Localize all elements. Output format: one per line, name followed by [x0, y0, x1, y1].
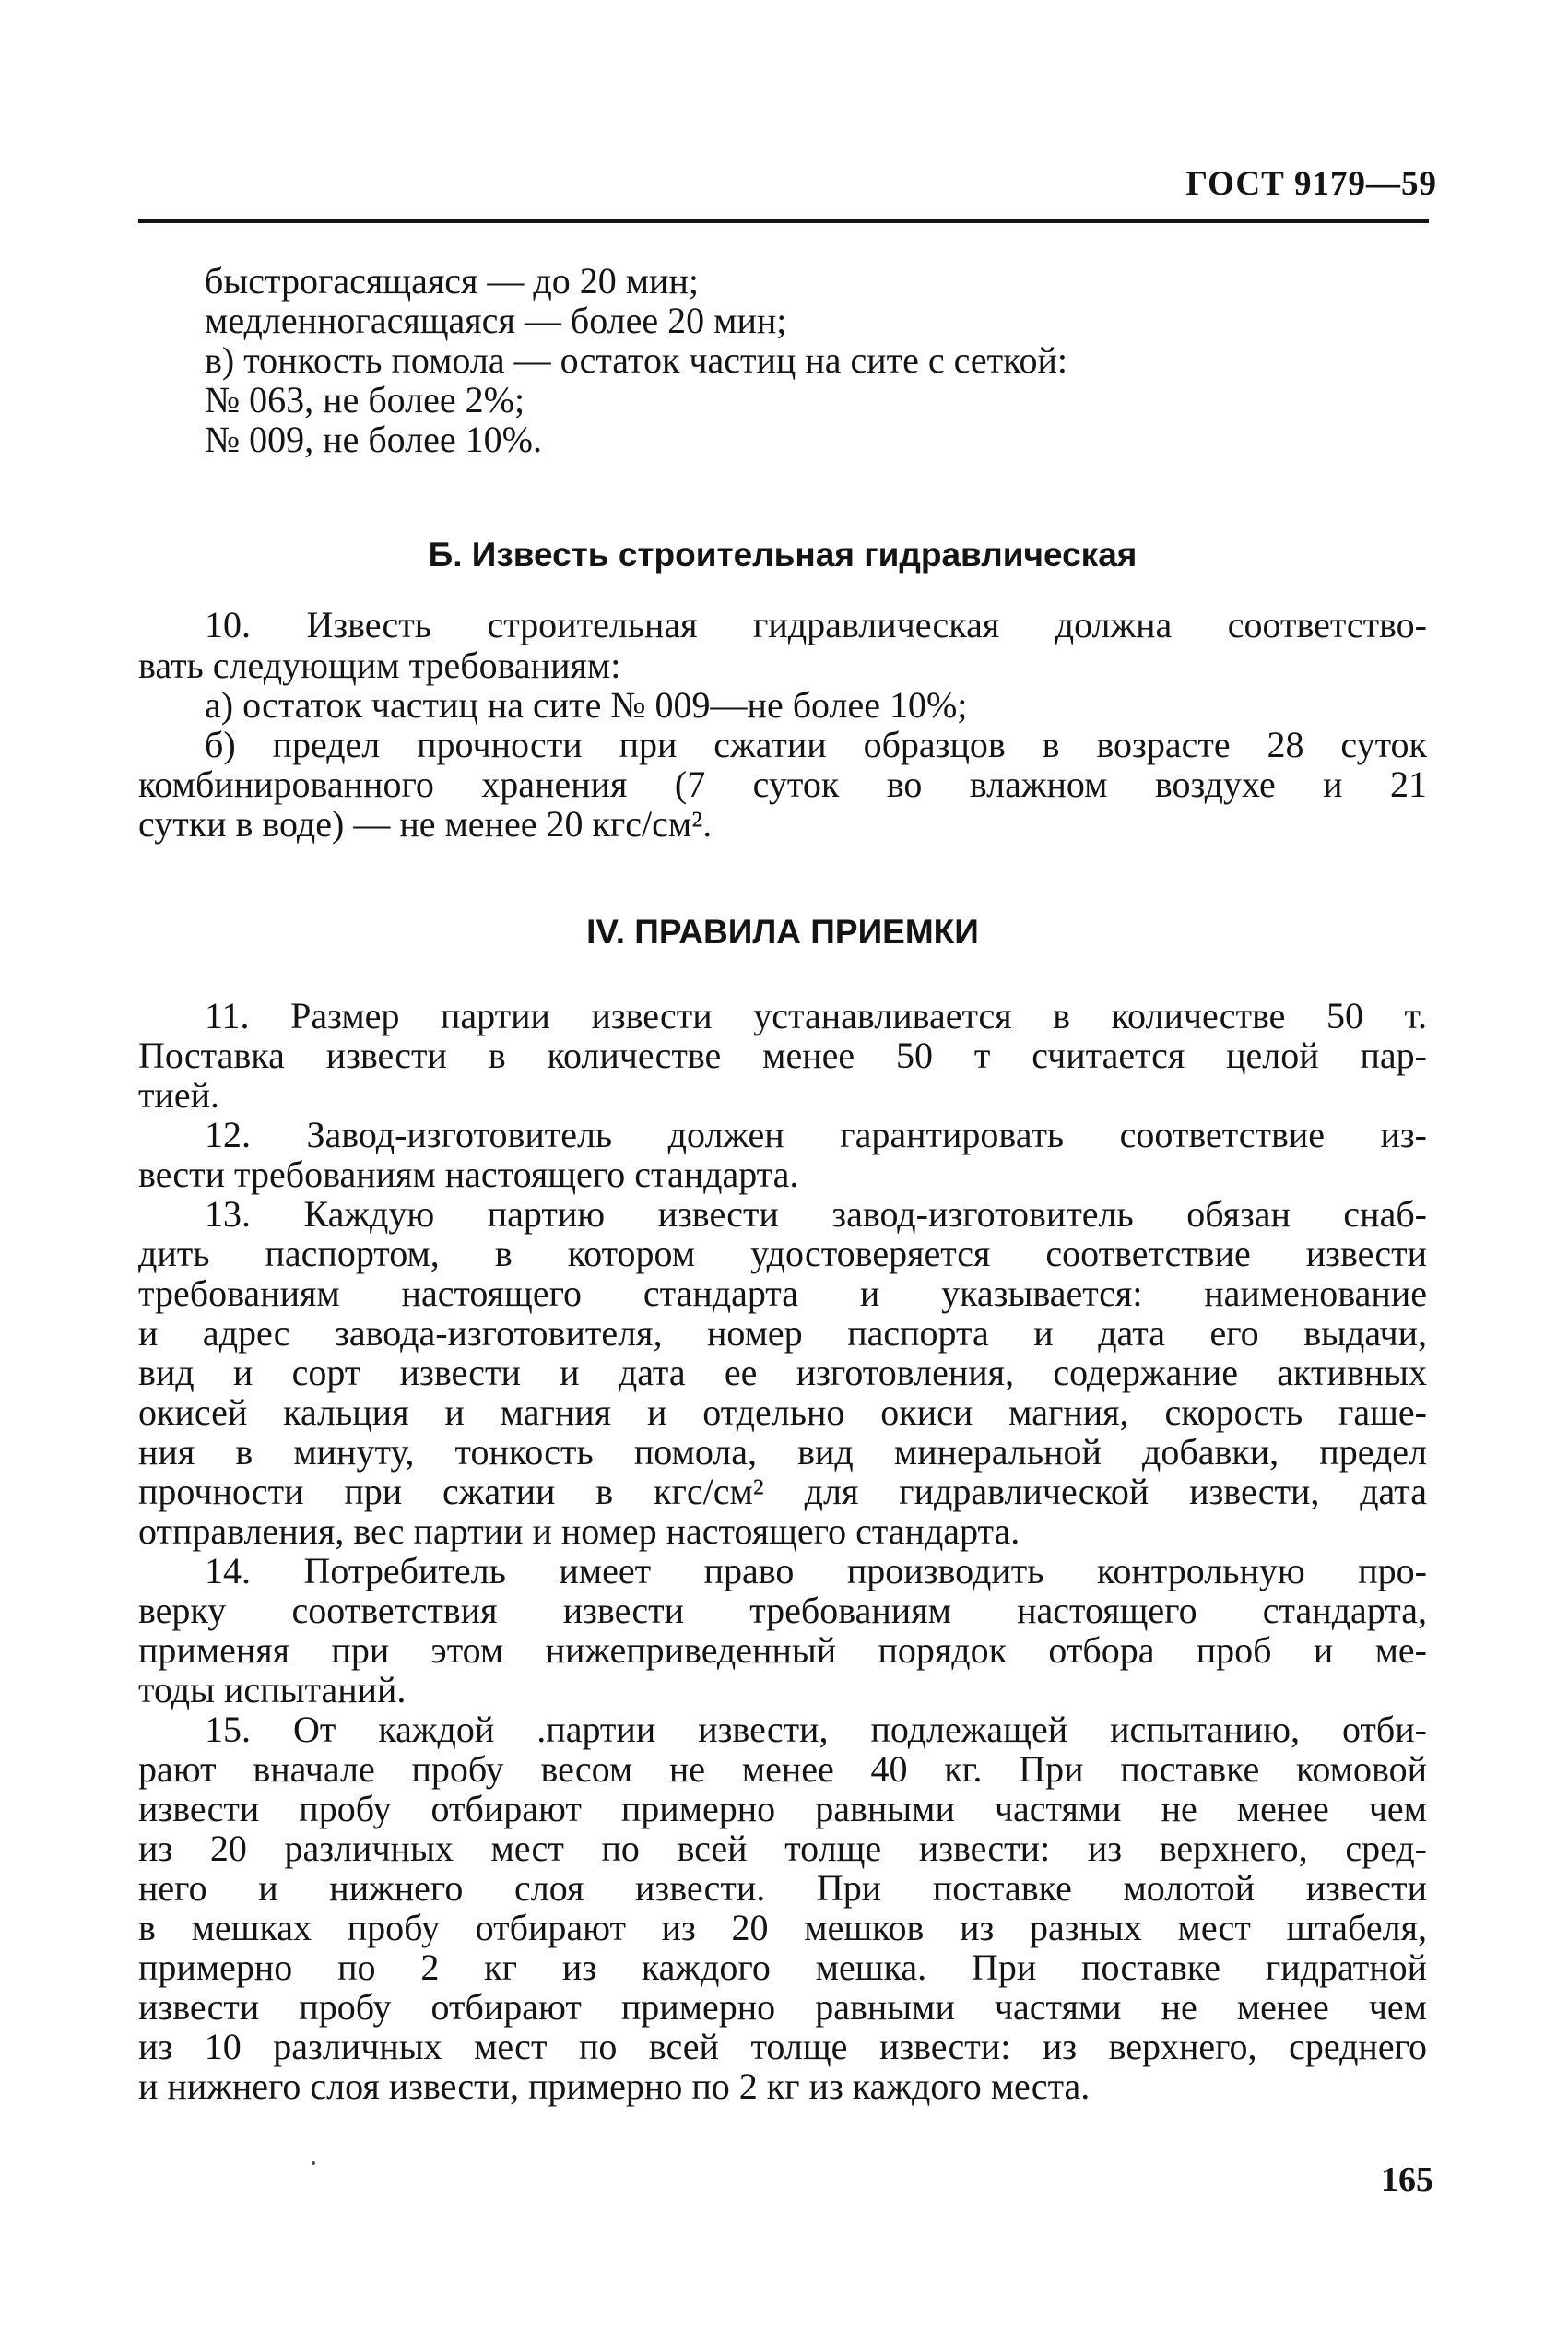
text-line: 11. Размер партии извести устанавливается в количестве 50 т.	[205, 995, 1427, 1036]
text-line: в) тонкость помола — остаток частиц на сите с сеткой:	[205, 339, 1068, 381]
text-line: вид и сорт извести и дата ее изготовления, содержание активных	[138, 1352, 1427, 1393]
text-line: в мешках пробу отбирают из 20 мешков из разных мест штабеля,	[138, 1907, 1427, 1948]
text-line: отправления, вес партии и номер настоящего стандарта.	[138, 1510, 1020, 1552]
text-line: вести требованиям настоящего стандарта.	[138, 1154, 799, 1195]
text-line: медленногасящаяся — более 20 мин;	[205, 300, 787, 341]
section-heading: IV. ПРАВИЛА ПРИЕМКИ	[586, 913, 979, 951]
text-line: и адрес завода-изготовителя, номер паспорта и дата его выдачи,	[138, 1312, 1427, 1354]
text-line: дить паспортом, в котором удостоверяется соответствие извести	[138, 1233, 1427, 1274]
text-line: окисей кальция и магния и отдельно окиси магния, скорость гаше-	[138, 1391, 1427, 1433]
text-line: прочности при сжатии в кгс/см² для гидравлической извести, дата	[138, 1471, 1427, 1512]
text-line: требованиям настоящего стандарта и указывается: наименование	[138, 1272, 1427, 1314]
text-line: тоды испытаний.	[138, 1669, 407, 1710]
text-line: тией.	[138, 1074, 220, 1116]
text-line: из 20 различных мест по всей толще извести: из верхнего, сред-	[138, 1828, 1427, 1869]
text-line: 14. Потребитель имеет право производить контрольную про-	[205, 1550, 1427, 1591]
text-line: быстрогасящаяся — до 20 мин;	[205, 260, 699, 302]
text-line: № 063, не более 2%;	[205, 379, 525, 420]
text-line: 15. От каждой .партии извести, подлежащей испытанию, отби-	[205, 1709, 1427, 1750]
text-line: вать следующим требованиям:	[138, 645, 621, 686]
text-line: и нижнего слоя извести, примерно по 2 кг из каждого места.	[138, 2065, 1091, 2107]
document-code: ГОСТ 9179—59	[1185, 165, 1437, 203]
text-line: комбинированного хранения (7 суток во влажном воздухе и 21	[138, 763, 1427, 805]
text-line: а) остаток частиц на сите № 009—не более 10%;	[205, 684, 968, 726]
page-number: 165	[1381, 2160, 1433, 2199]
print-speck	[312, 2161, 315, 2165]
text-line: применяя при этом нижеприведенный порядок отбора проб и ме-	[138, 1629, 1427, 1671]
text-line: извести пробу отбирают примерно равными частями не менее чем	[138, 1788, 1427, 1829]
text-line: из 10 различных мест по всей толще извести: из верхнего, среднего	[138, 2026, 1427, 2067]
section-heading: Б. Известь строительная гидравлическая	[428, 536, 1138, 574]
text-line: № 009, не более 10%.	[205, 419, 542, 460]
text-line: 13. Каждую партию извести завод-изготовитель обязан снаб-	[205, 1193, 1427, 1235]
text-line: рают вначале пробу весом не менее 40 кг. При поставке комовой	[138, 1748, 1427, 1790]
text-line: сутки в воде) — не менее 20 кгс/см².	[138, 803, 713, 845]
text-line: извести пробу отбирают примерно равными частями не менее чем	[138, 1986, 1427, 2028]
header-rule	[138, 219, 1429, 223]
text-line: него и нижнего слоя извести. При поставке молотой извести	[138, 1867, 1427, 1909]
text-line: верку соответствия извести требованиям настоящего стандарта,	[138, 1590, 1427, 1631]
text-line: 10. Известь строительная гидравлическая должна соответство-	[205, 604, 1427, 645]
text-line: 12. Завод-изготовитель должен гарантировать соответствие из-	[205, 1114, 1427, 1155]
text-line: б) предел прочности при сжатии образцов в возрасте 28 суток	[205, 724, 1427, 765]
text-line: ния в минуту, тонкость помола, вид минеральной добавки, предел	[138, 1431, 1427, 1473]
text-line: примерно по 2 кг из каждого мешка. При поставке гидратной	[138, 1946, 1427, 1988]
text-line: Поставка извести в количестве менее 50 т считается целой пар-	[138, 1035, 1427, 1076]
